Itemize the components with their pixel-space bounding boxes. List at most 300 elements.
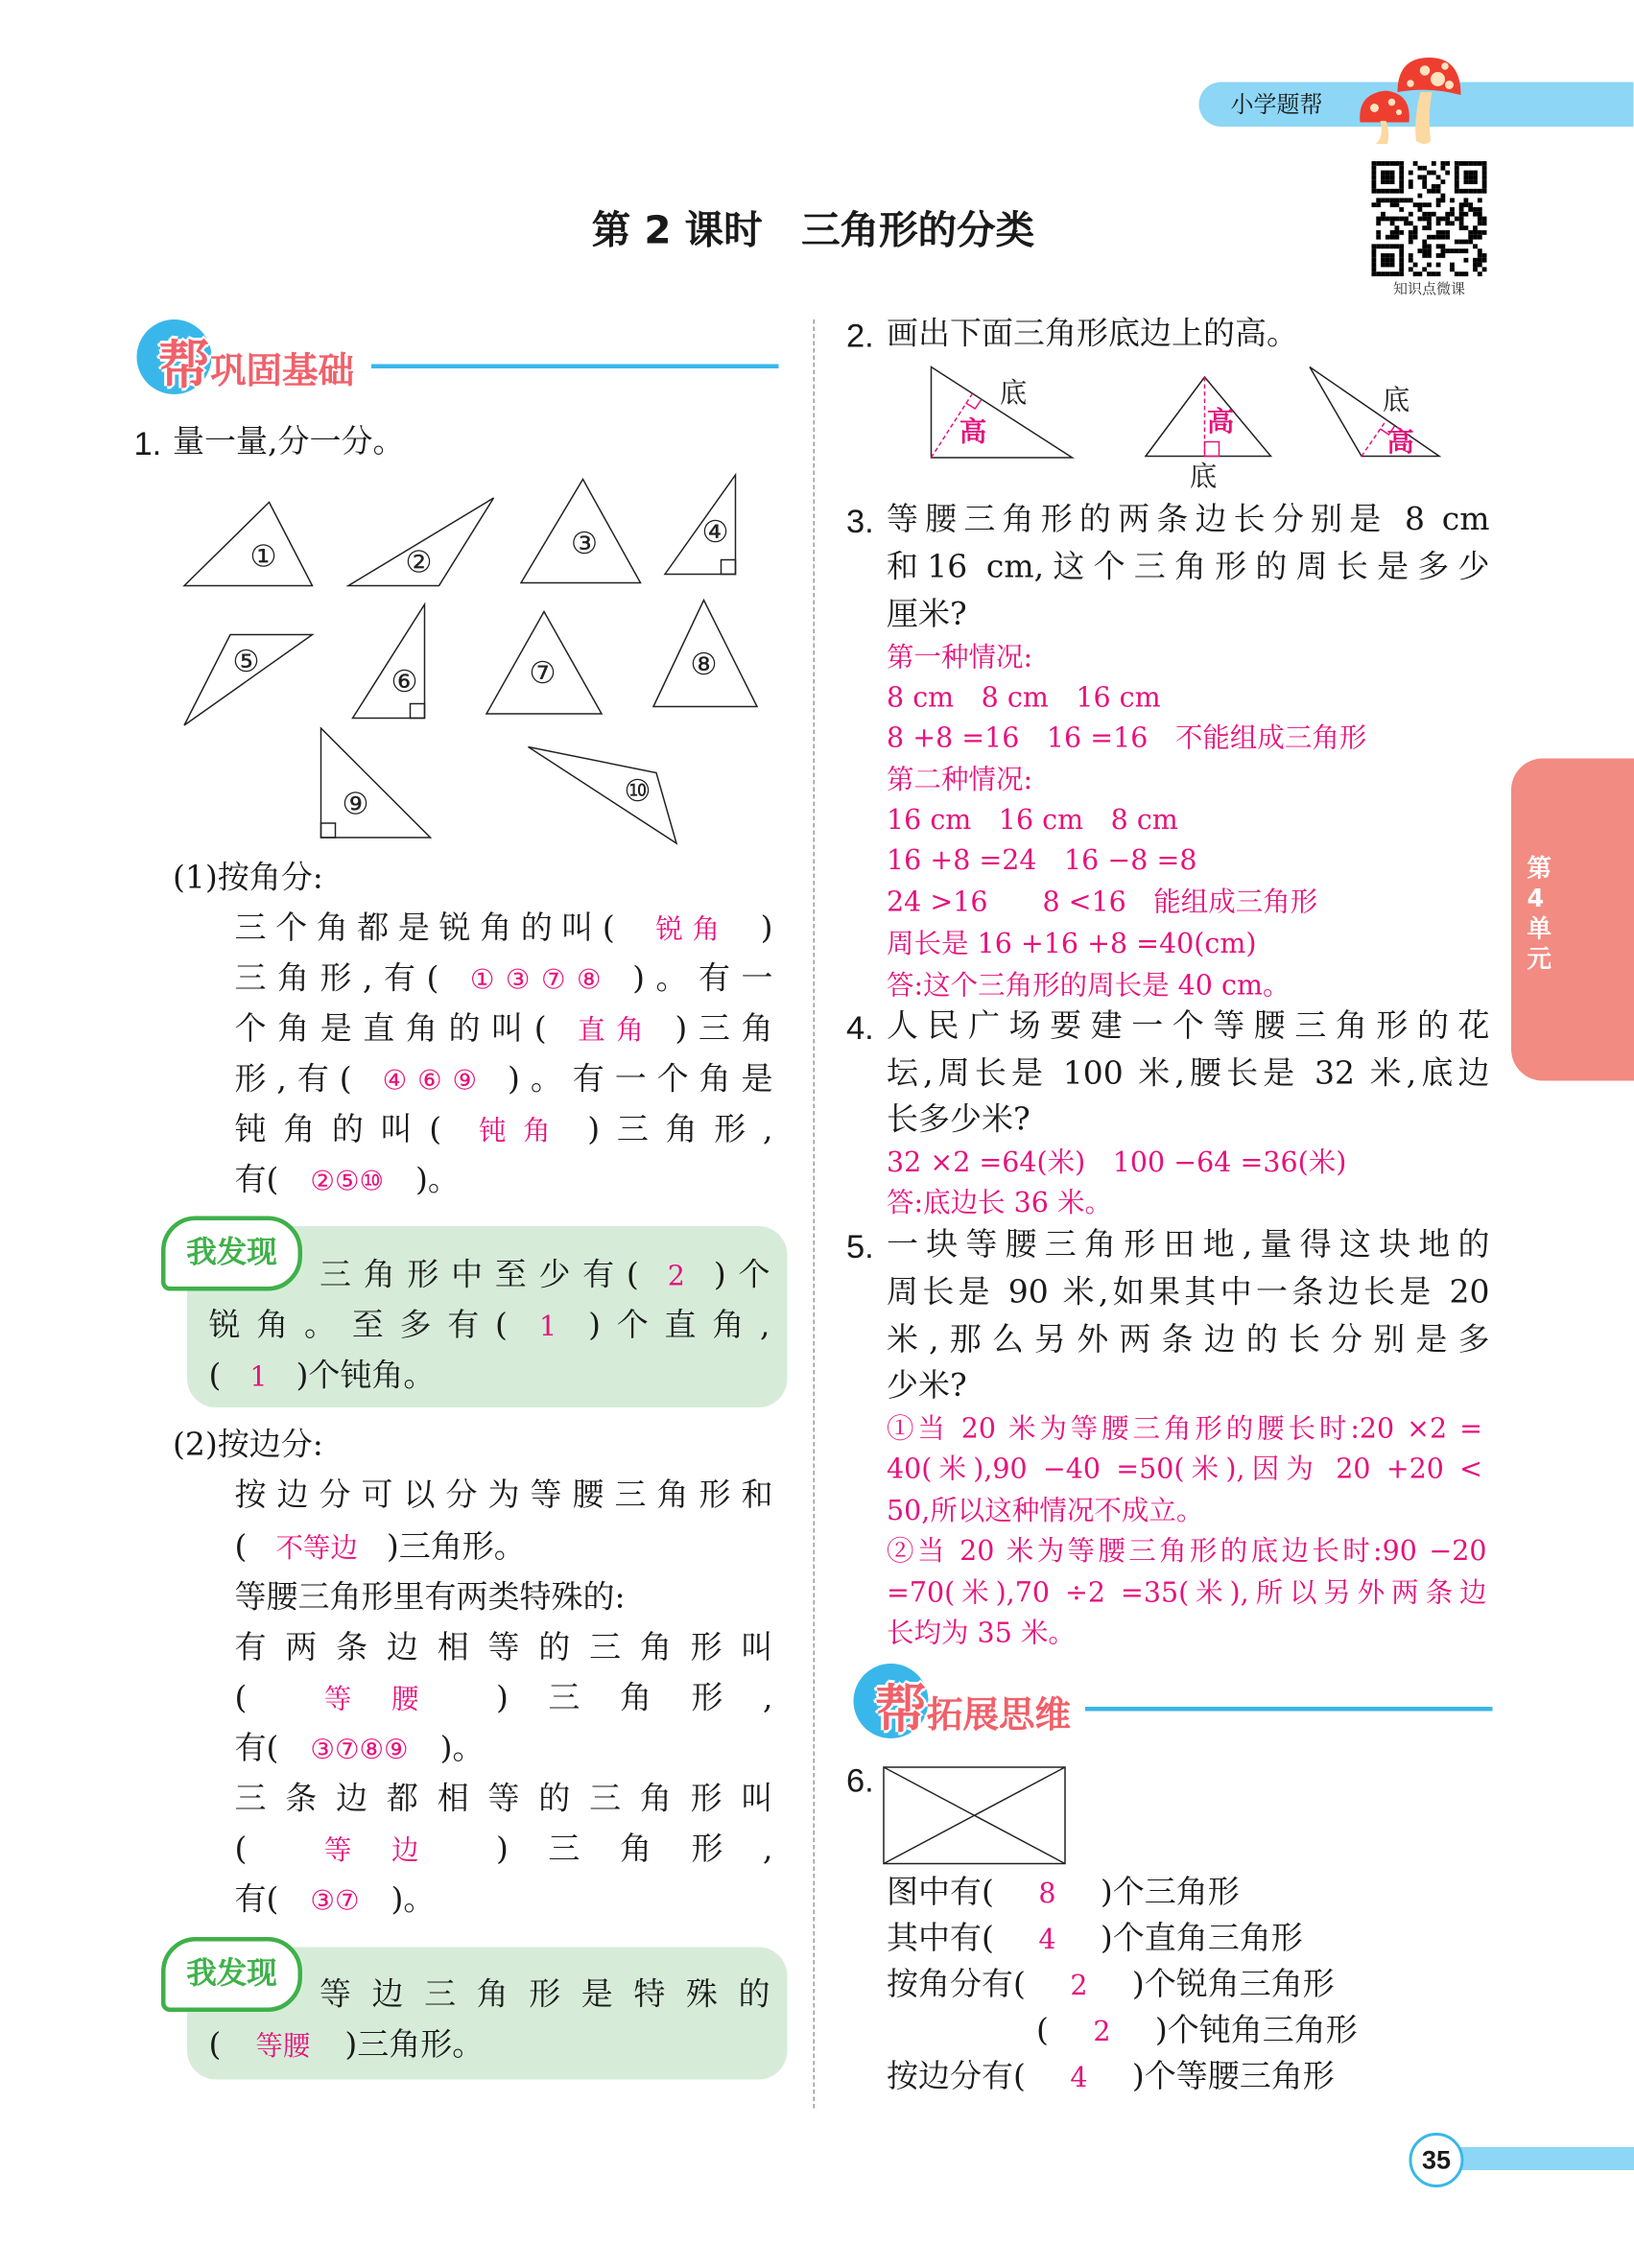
qr-module: [1455, 161, 1459, 166]
qr-module: [1390, 244, 1395, 248]
section-rule: [371, 365, 779, 369]
qr-module: [1468, 230, 1473, 235]
qr-module: [1381, 258, 1385, 263]
section-badge-text: 帮: [158, 337, 211, 396]
triangle-10: [529, 747, 677, 844]
qr-module: [1372, 189, 1377, 194]
base-label: 底: [999, 377, 1028, 409]
q2-triangle-3: [1310, 367, 1439, 457]
fill-line: [209, 1353, 436, 1402]
qr-module: [1381, 175, 1385, 179]
qr-module: [1381, 179, 1385, 184]
qr-module: [1436, 198, 1441, 202]
line-text: 形,有(: [234, 1062, 352, 1099]
qr-module: [1473, 212, 1478, 217]
qr-module: [1478, 248, 1482, 253]
qr-module: [1390, 189, 1395, 194]
qr-module: [1445, 230, 1450, 235]
qr-module: [1413, 263, 1418, 268]
section-rule: [1085, 1707, 1493, 1712]
section-title-extend: [875, 1669, 1071, 1743]
fill-line: [235, 1157, 460, 1206]
qr-module: [1385, 189, 1390, 194]
qr-module: [1473, 171, 1478, 176]
qr-module: [1468, 240, 1473, 245]
line-text: (: [234, 1681, 248, 1717]
qr-module: [1450, 263, 1455, 268]
fill-line: [235, 1574, 626, 1623]
line-text: ): [760, 910, 773, 947]
qr-module: [1399, 253, 1404, 258]
qr-module: [1482, 184, 1487, 189]
fill-line: [235, 1776, 773, 1825]
qr-module: [1464, 212, 1469, 217]
qr-module: [1464, 179, 1469, 184]
qr-module: [1459, 248, 1464, 253]
fill-line: [235, 1473, 773, 1522]
qr-module: [1473, 267, 1478, 272]
fill-line: [887, 2054, 1335, 2103]
line-text: 图中有(: [887, 1875, 994, 1911]
qr-code[interactable]: [1372, 161, 1487, 276]
answer-text: ③⑦⑧⑨: [310, 1734, 409, 1766]
qr-module: [1441, 161, 1446, 166]
qr-module: [1381, 244, 1385, 248]
qr-module: [1450, 212, 1455, 217]
line-text: 等腰三角形里有两类特殊的:: [234, 1580, 626, 1617]
line-text: (: [234, 1529, 248, 1566]
qr-module: [1390, 198, 1395, 202]
qr-module: [1422, 253, 1427, 258]
discover-badge: 我发现: [161, 1937, 302, 2012]
qr-module: [1441, 253, 1446, 258]
qr-module: [1399, 179, 1404, 184]
qr-module: [1455, 171, 1459, 176]
qr-module: [1418, 175, 1423, 179]
qr-module: [1464, 225, 1469, 230]
qr-module: [1422, 267, 1427, 272]
qr-module: [1413, 230, 1418, 235]
qr-module: [1399, 267, 1404, 272]
answer-text: 等边: [284, 1834, 460, 1867]
question-text: 坛,周长是 100 米,腰长是 32 米,底边: [887, 1056, 1490, 1093]
height-label: 高: [1386, 426, 1414, 458]
qr-module: [1455, 189, 1459, 194]
qr-module: [1390, 179, 1395, 184]
qr-module: [1436, 217, 1441, 222]
qr-module: [1422, 244, 1427, 248]
answer-text: 等腰: [284, 1684, 460, 1715]
qr-module: [1482, 253, 1487, 258]
answer-text: ②⑤⑩: [310, 1166, 385, 1197]
qr-module: [1441, 230, 1446, 235]
qr-module: [1404, 198, 1409, 202]
triangle-label: ③: [570, 527, 599, 561]
qr-module: [1432, 171, 1436, 176]
qr-module: [1418, 217, 1423, 222]
line-text: (: [208, 2027, 222, 2064]
line-text: 按角分有(: [887, 1967, 1026, 2003]
qr-module: [1395, 230, 1400, 235]
fill-line: [235, 1056, 773, 1105]
section-title-basic: [158, 325, 354, 399]
fill-line: [887, 1870, 1240, 1919]
qr-module: [1422, 166, 1427, 171]
question-text: 人民广场要建一个等腰三角形的花: [887, 1008, 1490, 1045]
qr-module: [1409, 235, 1413, 240]
qr-module: [1445, 248, 1450, 253]
line-text: (: [234, 1831, 248, 1868]
answer-line: 40(米),90 −40 =50(米),因为 20 +20 <: [887, 1453, 1482, 1485]
qr-module: [1432, 235, 1436, 240]
qr-module: [1468, 189, 1473, 194]
qr-module: [1390, 235, 1395, 240]
qr-module: [1376, 202, 1381, 207]
answer-text: ④⑥⑨: [371, 1065, 488, 1097]
section-title-text: 巩固基础: [210, 349, 355, 391]
qr-module: [1436, 244, 1441, 248]
qr-module: [1372, 175, 1377, 179]
qr-module: [1459, 221, 1464, 225]
qr-module: [1478, 217, 1482, 222]
qr-module: [1372, 179, 1377, 184]
triangle-label: ⑤: [232, 645, 260, 679]
qr-module: [1473, 244, 1478, 248]
triangle-7: [486, 612, 602, 715]
qr-module: [1376, 235, 1381, 240]
qr-module: [1376, 221, 1381, 225]
qr-module: [1464, 189, 1469, 194]
answer-line: 周长是 16 +16 +8 =40(cm): [887, 928, 1257, 960]
qr-module: [1404, 217, 1409, 222]
qr-module: [1427, 225, 1432, 230]
qr-module: [1478, 221, 1482, 225]
line-text: )三角形。: [344, 2027, 485, 2064]
fill-line: [887, 1916, 1303, 1965]
qr-module: [1445, 217, 1450, 222]
line-text: )。有一个角是: [508, 1062, 773, 1099]
qr-module: [1381, 198, 1385, 202]
qr-module: [1385, 198, 1390, 202]
qr-module: [1445, 221, 1450, 225]
altitude-3: [1362, 420, 1386, 457]
qr-module: [1409, 184, 1413, 189]
qr-module: [1432, 161, 1436, 166]
answer-text: 4: [1070, 2062, 1088, 2094]
qr-module: [1395, 225, 1400, 230]
qr-module: [1381, 161, 1385, 166]
line-text: )。: [391, 1882, 436, 1919]
qr-module: [1473, 258, 1478, 263]
qr-module: [1399, 217, 1404, 222]
qr-module: [1427, 217, 1432, 222]
qr-module: [1450, 248, 1455, 253]
qr-module: [1459, 189, 1464, 194]
question-number: 5.: [846, 1227, 874, 1265]
qr-module: [1372, 161, 1377, 166]
answer-line: ②当 20 米为等腰三角形的底边长时:90 −20: [887, 1535, 1487, 1568]
qr-module: [1399, 184, 1404, 189]
qr-module: [1455, 240, 1459, 245]
qr-module: [1459, 240, 1464, 245]
triangle-8: [653, 601, 757, 707]
fill-line: [235, 1726, 485, 1775]
qr-module: [1409, 221, 1413, 225]
answer-text: 锐角: [646, 913, 729, 946]
triangle-label: ⑧: [690, 648, 718, 682]
line-text: )。: [439, 1731, 485, 1767]
qr-module: [1409, 171, 1413, 176]
qr-module: [1482, 189, 1487, 194]
qr-module: [1390, 263, 1395, 268]
line-text: 有(: [234, 1882, 279, 1919]
qr-module: [1413, 161, 1418, 166]
unit-side-tab-label: 第4单元: [1527, 855, 1551, 975]
answer-text: ③⑦: [310, 1885, 360, 1917]
fill-line: [235, 1675, 773, 1724]
line-text: (: [208, 1358, 222, 1395]
question-text: 和16 cm,这个三角形的周长是多少: [887, 550, 1490, 586]
qr-module: [1390, 230, 1395, 235]
qr-module: [1399, 198, 1404, 202]
base-label: 底: [1189, 461, 1218, 492]
triangle-4: [665, 475, 736, 575]
page-number-bar: [1454, 2147, 1634, 2170]
fill-line: [235, 1877, 436, 1925]
qr-module: [1409, 240, 1413, 245]
qr-module: [1432, 184, 1436, 189]
qr-module: [1455, 248, 1459, 253]
qr-module: [1478, 263, 1482, 268]
qr-module: [1372, 244, 1377, 248]
answer-text: 直角: [566, 1014, 655, 1047]
qr-module: [1455, 217, 1459, 222]
qr-module: [1455, 166, 1459, 171]
qr-module: [1473, 189, 1478, 194]
question-text: 周长是 90 米,如果其中一条边长是 20: [887, 1275, 1490, 1311]
question-text: 一块等腰三角形田地,量得这块地的: [887, 1227, 1490, 1264]
q6-rectangle-figure: [884, 1767, 1065, 1864]
qr-module: [1482, 179, 1487, 184]
line-text: )三角形,: [496, 1831, 773, 1868]
qr-module: [1385, 161, 1390, 166]
qr-module: [1445, 171, 1450, 176]
triangle-label: ④: [701, 515, 729, 550]
base-label: 底: [1382, 384, 1410, 416]
qr-module: [1422, 212, 1427, 217]
qr-module: [1441, 244, 1446, 248]
answer-line: 长均为 35 米。: [887, 1618, 1076, 1649]
qr-module: [1381, 171, 1385, 176]
column-divider: [814, 319, 816, 2109]
qr-module: [1385, 244, 1390, 248]
answer-line: 第一种情况:: [887, 642, 1033, 673]
line-text: 等边三角形是特殊的: [320, 1977, 770, 2014]
qr-module: [1409, 258, 1413, 263]
qr-module: [1399, 230, 1404, 235]
q2-triangle-1: [932, 367, 1073, 459]
qr-module: [1418, 202, 1423, 207]
qr-module: [1418, 194, 1423, 199]
qr-module: [1381, 263, 1385, 268]
answer-line: 8 cm 8 cm 16 cm: [887, 682, 1161, 714]
qr-module: [1395, 161, 1400, 166]
line-text: )三角: [675, 1011, 773, 1048]
line-text: 有(: [234, 1163, 279, 1199]
answer-line: ①当 20 米为等腰三角形的腰长时:20 ×2 =: [887, 1413, 1482, 1445]
qr-module: [1372, 253, 1377, 258]
qr-module: [1372, 184, 1377, 189]
qr-module: [1381, 212, 1385, 217]
qr-module: [1399, 244, 1404, 248]
qr-module: [1427, 189, 1432, 194]
fill-line: [235, 1524, 526, 1573]
qr-module: [1390, 202, 1395, 207]
qr-module: [1436, 230, 1441, 235]
qr-module: [1395, 189, 1400, 194]
fill-line: [1036, 2008, 1358, 2057]
qr-module: [1422, 175, 1427, 179]
qr-module: [1432, 189, 1436, 194]
line-text: )个直角,: [588, 1308, 770, 1344]
line-text: 三条边都相等的三角形叫: [234, 1782, 773, 1818]
triangle-label: ②: [405, 545, 433, 580]
qr-module: [1445, 212, 1450, 217]
qr-module: [1376, 161, 1381, 166]
qr-module: [1478, 253, 1482, 258]
qr-module: [1390, 161, 1395, 166]
qr-module: [1422, 202, 1427, 207]
answer-line: 答:这个三角形的周长是 40 cm。: [887, 970, 1291, 1002]
qr-module: [1478, 198, 1482, 202]
brand-label: 小学题帮: [1230, 90, 1323, 118]
qr-module: [1395, 198, 1400, 202]
qr-module: [1427, 171, 1432, 176]
line-text: 按边分有(: [887, 2059, 1026, 2095]
qr-module: [1468, 235, 1473, 240]
question-number: 6.: [846, 1761, 874, 1799]
qr-module: [1459, 212, 1464, 217]
qr-module: [1427, 221, 1432, 225]
qr-module: [1464, 198, 1469, 202]
answer-text: 8: [1038, 1878, 1056, 1910]
line-text: )个直角三角形: [1100, 1921, 1303, 1957]
qr-module: [1427, 263, 1432, 268]
qr-module: [1381, 217, 1385, 222]
qr-module: [1436, 221, 1441, 225]
qr-module: [1464, 171, 1469, 176]
qr-module: [1441, 198, 1446, 202]
qr-module: [1399, 171, 1404, 176]
question-text: 厘米?: [887, 597, 967, 633]
triangle-9: [321, 728, 431, 838]
qr-module: [1385, 235, 1390, 240]
qr-module: [1399, 175, 1404, 179]
qr-caption: 知识点微课: [1393, 282, 1465, 298]
qr-module: [1376, 198, 1381, 202]
fill-line: [235, 956, 773, 1004]
qr-module: [1473, 263, 1478, 268]
qr-module: [1445, 235, 1450, 240]
answer-line: 24 >16 8 <16 能组成三角形: [887, 886, 1318, 918]
question-text: 画出下面三角形底边上的高。: [887, 317, 1299, 353]
qr-module: [1381, 189, 1385, 194]
qr-module: [1436, 202, 1441, 207]
qr-module: [1385, 258, 1390, 263]
qr-module: [1399, 263, 1404, 268]
fill-line: [209, 2022, 485, 2071]
answer-text: 4: [1038, 1924, 1056, 1956]
qr-module: [1395, 217, 1400, 222]
qr-module: [1459, 217, 1464, 222]
fill-line: [235, 1625, 773, 1674]
answer-text: 1: [538, 1311, 557, 1343]
qr-module: [1390, 171, 1395, 176]
line-text: 锐角。至多有(: [208, 1308, 508, 1344]
line-text: )个三角形: [1100, 1875, 1240, 1911]
qr-module: [1482, 171, 1487, 176]
line-text: 按边分可以分为等腰三角形和: [234, 1477, 773, 1514]
qr-module: [1427, 202, 1432, 207]
line-text: )个钝角。: [296, 1358, 436, 1395]
answer-line: 16 +8 =24 16 −8 =8: [887, 844, 1197, 877]
question-number: 3.: [846, 502, 874, 540]
answer-line: 答:底边长 36 米。: [887, 1187, 1113, 1219]
qr-module: [1482, 166, 1487, 171]
qr-module: [1422, 179, 1427, 184]
qr-module: [1473, 161, 1478, 166]
qr-module: [1422, 240, 1427, 245]
qr-module: [1482, 267, 1487, 272]
answer-text: 钝角: [462, 1115, 568, 1147]
qr-module: [1409, 267, 1413, 272]
qr-module: [1395, 244, 1400, 248]
qr-module: [1372, 263, 1377, 268]
question-text: 等腰三角形的两条边长分别是 8 cm: [887, 502, 1490, 538]
qr-module: [1450, 198, 1455, 202]
line-text: )个锐角三角形: [1131, 1967, 1335, 2003]
answer-text: 等腰: [255, 2030, 311, 2063]
question-number: 4.: [846, 1008, 874, 1047]
qr-module: [1473, 175, 1478, 179]
qr-module: [1409, 230, 1413, 235]
triangle-2: [348, 498, 494, 586]
line-text: 个角是直角的叫(: [234, 1011, 547, 1048]
triangle-label: ⑦: [529, 656, 557, 691]
line-text: 三个角都是锐角的叫(: [234, 910, 615, 947]
answer-line: =70(米),70 ÷2 =35(米),所以另外两条边: [887, 1577, 1487, 1609]
line-text: 三角形,有(: [234, 961, 439, 998]
question-number: 1.: [133, 424, 162, 462]
qr-module: [1376, 230, 1381, 235]
qr-module: [1436, 189, 1441, 194]
qr-module: [1459, 207, 1464, 212]
discover-badge: 我发现: [161, 1217, 302, 1291]
fill-line: [235, 1006, 773, 1055]
qr-module: [1409, 212, 1413, 217]
qr-module: [1409, 253, 1413, 258]
qr-module: [1418, 207, 1423, 212]
qr-module: [1482, 175, 1487, 179]
qr-module: [1385, 179, 1390, 184]
answer-line: 50,所以这种情况不成立。: [887, 1495, 1204, 1527]
qr-module: [1478, 189, 1482, 194]
qr-module: [1385, 263, 1390, 268]
qr-module: [1464, 248, 1469, 253]
answer-text: 1: [249, 1361, 268, 1393]
qr-module: [1468, 161, 1473, 166]
qr-module: [1482, 161, 1487, 166]
